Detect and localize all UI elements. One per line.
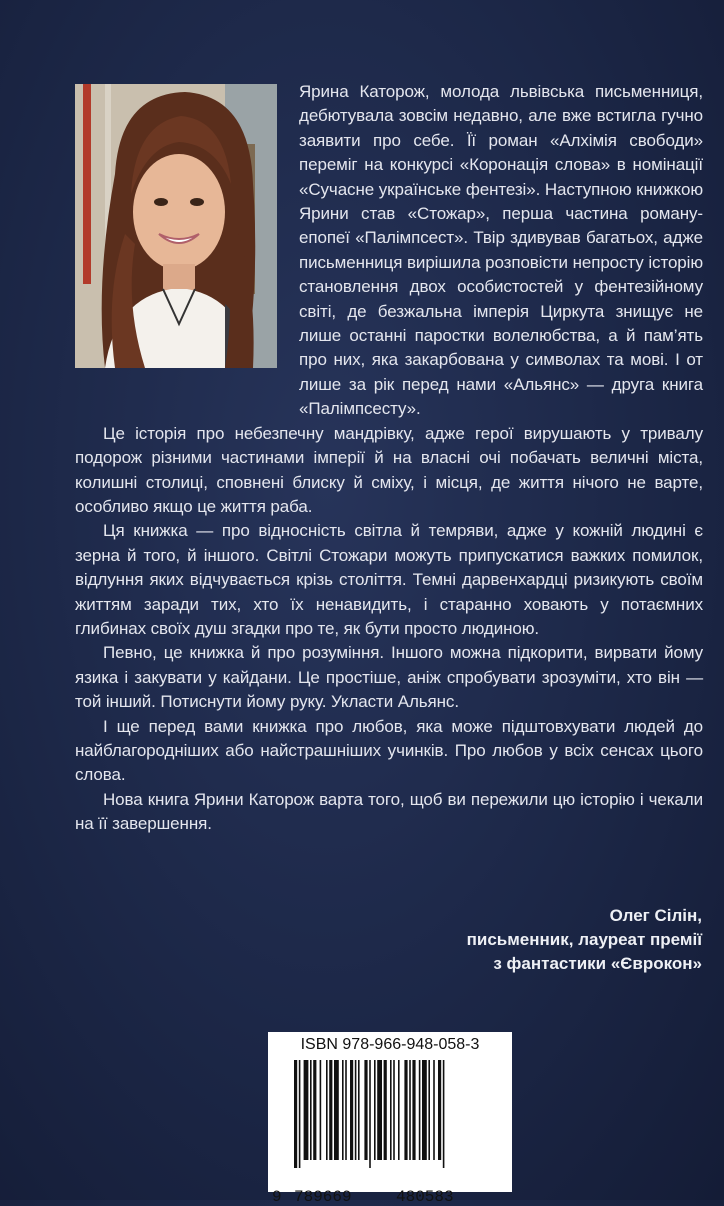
paragraph-intro: Ярина Каторож, молода львівська письменниця, дебютувала зовсім недавно, але вже встигла гучно заявити про себе. Її роман «Алхімія свободи» переміг на конкурсі «Коронація слова» в номінації «Сучасне українське фентезі». Наступною книжкою Ярини став «Стожар», перша частина роману-епопеї «Палімпсест». Твір здивував багатьох, адже письменниця вирішила розповісти непросту історію становлення двох особистостей у фентезійному світі, де безжальна імперія Циркута знищує не лише останні паростки волелюбства, а й пам’ять про них, яка закарбована у символах та мові. І от лише за рік перед нами «Альянс» — друга книга «Палімпсесту». (299, 82, 703, 419)
barcode-bars-icon (282, 1060, 498, 1168)
barcode-digits-left: 789669 (294, 1188, 352, 1206)
paragraph-journey: Це історія про небезпечну мандрівку, адже герої вирушають у тривалу подорож різними частинами імперії й на власні очі побачать величні міста, колишні столиці, сповнені блиску й сміху, і місця, де життя нічого не варте, особливо якщо це життя раба. (75, 423, 703, 516)
isbn-text: ISBN 978-966-948-058-3 (300, 1036, 480, 1053)
review-signature (467, 904, 702, 976)
signature-title: письменник, лауреат премії (466, 930, 702, 949)
paragraph-love: І ще перед вами книжка про любов, яка може підштовхувати людей до найблагородніших або найстрашніших учинків. Про любов у всіх сенсах цього слова. (75, 716, 703, 785)
signature-award: з фантастики «Єврокон» (493, 954, 702, 973)
barcode-digit-prefix: 9 (272, 1188, 282, 1206)
paragraph-understanding: Певно, це книжка й про розуміння. Іншого можна підкорити, вирвати йому язика і закувати у кайдани. Це простіше, аніж спробувати зрозуміти, хто він — той інший. Потиснути йому руку. Укласти Альянс. (75, 643, 703, 712)
paragraph-conclusion: Нова книга Ярини Каторож варта того, щоб ви пережили цю історію і чекали на її завершення. (75, 789, 703, 834)
book-annotation (75, 80, 703, 837)
isbn-barcode (268, 1032, 512, 1206)
paragraph-light-dark: Ця книжка — про відносність світла й темряви, адже у кожній людині є зерна й того, й іншого. Світлі Стожари можуть припускатися важких помилок, відлуння яких відчувається крізь століття. Темні дарвенхардці ризикують своїм життям заради тих, хто їх ненавидить, і старанно ховають у потаємних глибинах своїх душ згадки про те, як бути просто людиною. (75, 521, 703, 638)
barcode-digits-right: 480583 (396, 1188, 454, 1206)
signature-name: Олег Сілін, (609, 906, 702, 925)
